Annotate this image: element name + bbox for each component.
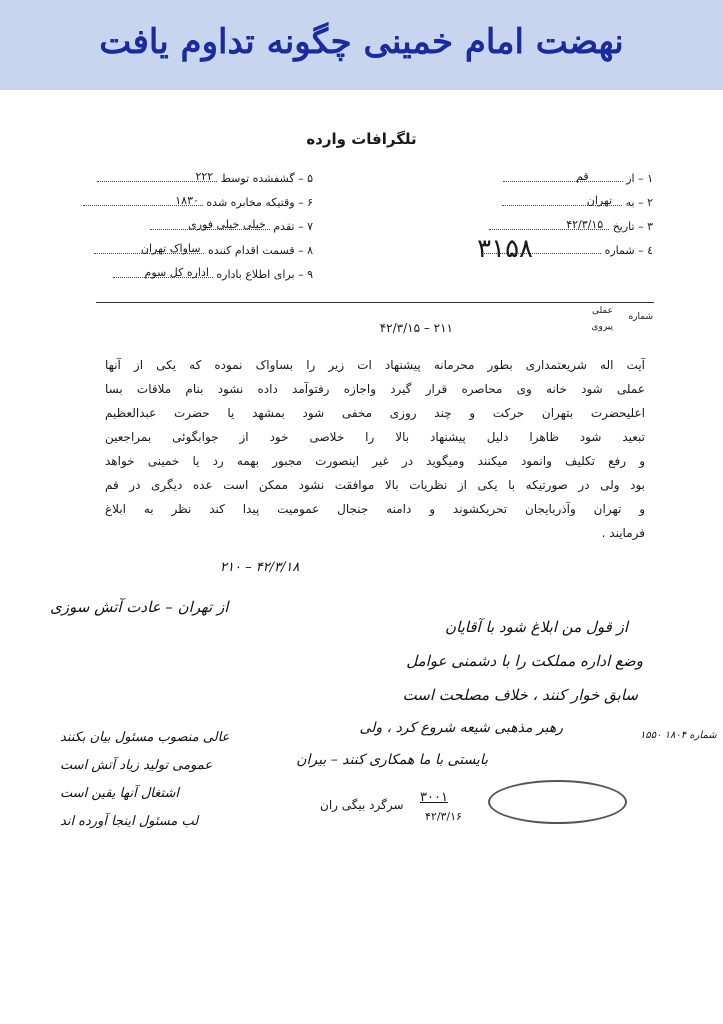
handwritten-ref: ۲۱۰ – ۴۲/۳/۱۸	[220, 560, 300, 575]
field-from	[503, 172, 653, 185]
field-to-label: ۲ – به	[625, 196, 653, 209]
body-line-6: بود ولی در صورتیکه با یکی از نظریات بالا موافقت نشود ممکن است عده دیگری در قم	[105, 478, 645, 492]
field-action-unit	[94, 244, 313, 257]
body-line-4: تبعید شود ظاهرا دلیل پیشنهاد بالا را خلاصی خود از جوابگوئی بمراجعین	[105, 430, 645, 444]
field-sent-time	[83, 196, 313, 209]
handwritten-line-3: سابق خوار کنند ، خلاف مصلحت است	[402, 686, 638, 704]
handwritten-line-4: رهبر مذهبی شیعه شروع کرد ، ولی	[359, 720, 563, 736]
handwritten-line-7: عمومی تولید زیاد آتش است	[60, 758, 213, 773]
field-to-value: تهران	[586, 194, 613, 207]
label-peyrovi: پیروی	[591, 322, 613, 332]
body-line-5: و رفع تکلیف وانمود میکنند ومیگوید در غیر اینصورت مجبور بهمه رد یا خمینی خواهد	[105, 454, 645, 468]
ink-stamp	[488, 780, 627, 824]
publication-banner	[0, 0, 723, 90]
field-sent-time-label: ۶ – وقتیکه مخابره شده	[206, 196, 313, 209]
field-decoded-by-label: ۵ – گشفشده توسط	[220, 172, 313, 185]
field-action-unit-label: ۸ – قسمت اقدام کننده	[207, 244, 313, 257]
field-priority	[150, 220, 313, 233]
handwritten-line-2: وضع اداره مملکت را با دشمنی عوامل	[406, 652, 643, 670]
handwritten-line-5: بایستی با ما همکاری کنند – بیران	[296, 752, 488, 768]
body-line-2: عملی شود خانه وی محاصره قرار گیرد واجازه رفتوآمد داده نشود بنام ملاقات بسا	[105, 382, 645, 396]
field-date-value: ۴۲/۳/۱۵	[566, 218, 604, 231]
handwritten-margin-note: شماره ۱۸۰۴ ۱۵۵۰	[640, 730, 717, 741]
field-decoded-by-value: ۲۲۲	[195, 170, 214, 183]
reference-line: ۴۲/۳/۱۵ – ۲۱۱	[379, 321, 453, 335]
field-from-value: قم	[576, 170, 589, 183]
handwritten-line-1: از قول من ابلاغ شود با آقایان	[445, 618, 628, 636]
handwritten-line-9: لب مسئول اینجا آورده اند	[60, 814, 199, 829]
telegram-date: ۴۲/۳/۱۶	[425, 810, 462, 823]
field-action-unit-value: ساواک تهران	[140, 242, 201, 255]
banner-title: نهضت امام خمینی چگونه تداوم یافت	[99, 22, 624, 62]
field-date-label: ۳ – تاریخ	[612, 220, 653, 233]
handwritten-line-10: از تهران – عادت آتش سوزی	[50, 598, 229, 616]
field-info-to-label: ۹ – برای اطلاع باداره	[216, 268, 313, 281]
handwritten-line-8: اشتغال آنها یقین است	[60, 786, 179, 801]
label-shomare: شماره	[628, 312, 653, 322]
signatory: سرگرد بیگی ران	[320, 798, 404, 812]
body-line-8: فرمایند .	[601, 526, 645, 540]
header-divider	[96, 302, 654, 303]
field-info-to-value: اداره کل سوم	[144, 266, 209, 279]
field-date	[489, 220, 653, 233]
field-info-to	[113, 268, 313, 281]
field-to	[502, 196, 653, 209]
register-number: ۳۱۵۸	[477, 234, 533, 264]
label-amali: عملی	[591, 306, 613, 316]
field-from-label: ۱ – از	[626, 172, 653, 185]
field-number-label: ٤ – شماره	[604, 244, 653, 257]
telegram-number: ۳۰۰۱	[420, 790, 448, 805]
telegram-document	[0, 90, 723, 1024]
body-line-1: آیت اله شریعتمداری بطور محرمانه پیشنهاد ات زیر را بساواک نموده که یکی از آنها	[105, 358, 645, 372]
body-line-3: اعلیحضرت بتهران حرکت و چند روزی مخفی شود بمشهد یا حضرت عبدالعظیم	[105, 406, 645, 420]
handwritten-line-6: عالی منصوب مسئول بیان بکنند	[60, 730, 230, 745]
document-title: تلگرافات وارده	[306, 130, 417, 148]
field-sent-time-value: ۱۸۳۰	[175, 194, 199, 207]
field-decoded-by	[97, 172, 313, 185]
field-priority-value: خیلی خیلی فوری	[188, 218, 266, 231]
body-line-7: و تهران وآذربایجان تحریکشوند و دامنه جنجال عمومیت پیدا کند نظر به ابلاغ	[105, 502, 645, 516]
field-priority-label: ۷ – تقدم	[273, 220, 313, 233]
